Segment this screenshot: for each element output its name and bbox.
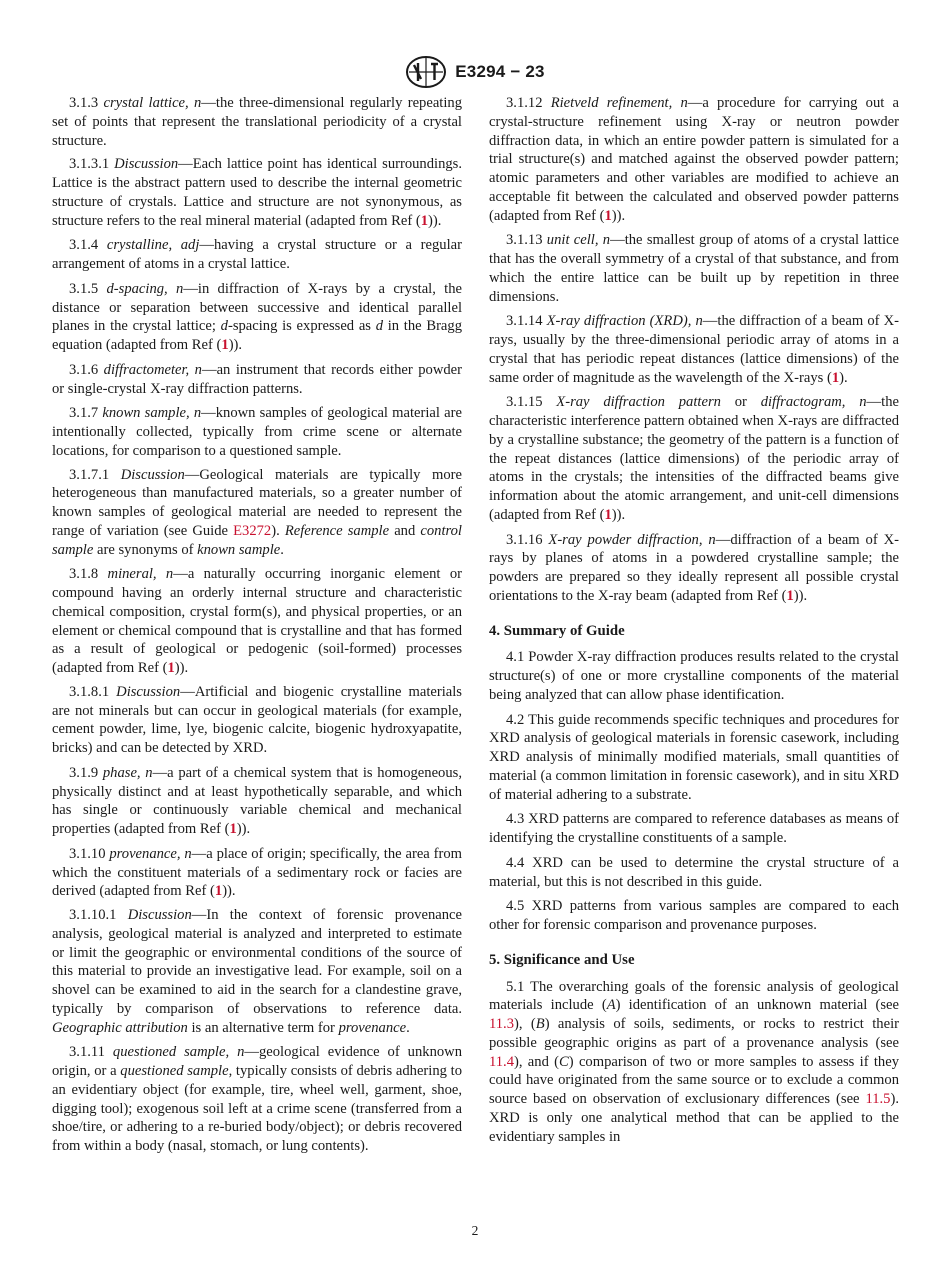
italic-term: provenance bbox=[338, 1019, 407, 1036]
text-run: —diffraction of a beam of X-rays by planes of atoms in a powdered crystalline sample; the powders are prepared so they ideally represent all possible crystal orientations to the X-ray beam (adapted from Ref ( bbox=[489, 531, 899, 604]
reference-link[interactable]: 1 bbox=[786, 587, 794, 604]
standard-designation: E3294 − 23 bbox=[455, 62, 545, 81]
cross-reference-link[interactable]: 11.4 bbox=[489, 1053, 514, 1070]
italic-term: Discussion bbox=[114, 156, 179, 173]
italic-term: crystalline, adj bbox=[106, 237, 200, 254]
text-run: ) analysis of soils, sediments, or rocks to restrict their possible geographic origins as part of a provenance analysis (see bbox=[489, 1016, 899, 1051]
text-run: —in diffraction of X-rays by a crystal, the distance or separation between successive and identical parallel planes in the crystal lattice; bbox=[52, 280, 462, 335]
text-run: or bbox=[720, 394, 761, 411]
text-run: ). bbox=[839, 369, 848, 386]
text-run: 4.1 Powder X-ray diffraction produces results related to the crystal structure(s) of one or more crystalline components of the material being analyzed that can allow phase identification. bbox=[489, 649, 899, 703]
cross-reference-link[interactable]: 11.5 bbox=[865, 1091, 891, 1107]
text-run: 3.1.12 bbox=[506, 95, 551, 111]
text-run: 3.1.16 bbox=[506, 531, 549, 548]
text-run: , typically consists of debris adhering to an evidentiary object (for example, tire, wheel well, garment, shoe, digging tool); exogenous soil left at a crime scene (transferred from a shoe/tire, or adhering to a re-buried body/object); or debris recovered from within a body (nasal, stomach, or lung contents). bbox=[52, 1063, 462, 1154]
reference-link[interactable]: 1 bbox=[167, 660, 175, 676]
paragraph bbox=[489, 711, 899, 805]
text-run: 4.4 XRD can be used to determine the crystal structure of a material, but this is not described in this guide. bbox=[489, 854, 899, 890]
text-run: —the characteristic interference pattern obtained when X-rays are diffracted by a crystalline substance; the geometry of the pattern is a function of the repeat distances (lattice dimensions) of the periodic array of atoms in the crystals; the intensities of the diffracted beams give information about the atomic arrangement, and unit-cell dimensions (adapted from Ref ( bbox=[489, 394, 899, 523]
text-run: —Geological materials are typically more heterogeneous than manufactured materials, so a greater number of known samples of geological material are needed to represent the range of variation (see Guide bbox=[52, 466, 462, 539]
text-run: —geological evidence of unknown origin, or a bbox=[52, 1044, 463, 1079]
reference-link[interactable]: 1 bbox=[221, 337, 229, 353]
paragraph bbox=[52, 236, 462, 274]
cross-reference-link[interactable]: E3272 bbox=[233, 522, 272, 539]
text-run: —the diffraction of a beam of X-rays, usually by the three-dimensional periodic array of atoms in a crystal that has periodic repeat distances (lattice dimensions) of the same order of magnitude as the wavelength of the X-rays ( bbox=[489, 313, 899, 386]
reference-link[interactable]: 1 bbox=[229, 821, 237, 837]
astm-logo-icon bbox=[405, 55, 447, 89]
cross-reference-link[interactable]: 11.3 bbox=[489, 1016, 514, 1032]
text-run: ). XRD is only one analytical method that can be applied to the evidentiary samples in bbox=[489, 1091, 899, 1145]
paragraph bbox=[489, 978, 899, 1147]
italic-term: A bbox=[606, 997, 616, 1014]
text-run: ), and ( bbox=[514, 1053, 560, 1070]
italic-term: Rietveld refinement, n bbox=[550, 95, 688, 111]
text-run: )). bbox=[611, 207, 626, 224]
italic-term: questioned sample, n bbox=[112, 1044, 245, 1061]
text-run: —Each lattice point has identical surroundings. Lattice is the abstract pattern used to describe the internal geometric structure of crystals. Lattice and structure are not synonymous, as structure refers to the real mineral material (adapted from Ref ( bbox=[52, 156, 462, 229]
page-number: 2 bbox=[471, 1223, 479, 1238]
text-run: 3.1.10 bbox=[69, 845, 110, 862]
text-run: 3.1.7.1 bbox=[69, 466, 121, 483]
text-run: 3.1.5 bbox=[69, 280, 107, 297]
italic-term: Reference sample bbox=[284, 522, 390, 539]
italic-term: B bbox=[535, 1016, 545, 1032]
text-run: —an instrument that records either powder or single-crystal X-ray diffraction patterns. bbox=[52, 361, 462, 397]
right-column bbox=[489, 94, 899, 1151]
section-heading: 4. Summary of Guide bbox=[489, 622, 625, 639]
text-run: 3.1.10.1 bbox=[69, 907, 128, 923]
paragraph bbox=[52, 683, 462, 758]
italic-term: d-spacing, n bbox=[106, 280, 184, 297]
italic-term: Discussion bbox=[127, 907, 192, 923]
paragraph bbox=[52, 565, 462, 678]
paragraph bbox=[52, 280, 462, 355]
italic-term: X-ray diffraction pattern bbox=[556, 394, 721, 411]
section-heading: 5. Significance and Use bbox=[489, 951, 635, 968]
text-run: are synonyms of bbox=[93, 541, 198, 558]
italic-term: known sample bbox=[197, 541, 281, 558]
paragraph bbox=[52, 1043, 462, 1156]
paragraph bbox=[489, 531, 899, 606]
reference-link[interactable]: 1 bbox=[420, 212, 429, 229]
italic-term: Discussion bbox=[120, 466, 185, 483]
text-run: —a part of a chemical system that is homogeneous, physically distinct and at least hypothetically separable, and which has single or continuously variable chemical and mechanical properties (adapted from Ref ( bbox=[52, 764, 462, 837]
text-run: is an alternative term for bbox=[187, 1019, 339, 1036]
text-run: )). bbox=[174, 660, 189, 676]
text-run: —known samples of geological material are intentionally collected, typically from crime scene or alternate locations, for comparison to a questioned sample. bbox=[52, 405, 462, 459]
italic-term: Discussion bbox=[116, 683, 181, 700]
paragraph bbox=[489, 810, 899, 848]
italic-term: diffractogram, n bbox=[760, 394, 867, 411]
italic-term: known sample, n bbox=[102, 405, 202, 422]
text-run: 4.2 This guide recommends specific techniques and procedures for XRD analysis of geological materials in forensic casework, including XRD analysis of minimally modified materials, small quantities of material (a common limitation in forensic casework), and in situ XRD of material adhering to a substrate. bbox=[489, 711, 899, 803]
italic-term: X-ray diffraction (XRD), n bbox=[546, 313, 703, 330]
text-run: —In the context of forensic provenance analysis, geological material is analyzed and interpreted to estimate or limit the geographic or environmental conditions of the source of this material to provide an investigative lead. For example, soil on a shovel can be examined to aid in the search for a clandestine grave, typically by comparison of observations to reference data. bbox=[52, 907, 462, 1017]
paragraph bbox=[489, 648, 899, 704]
text-run: ) comparison of two or more samples to assess if they could have originated from the same source or to exclude a common source based on observation of exclusionary differences (see bbox=[489, 1053, 899, 1107]
italic-term: phase, n bbox=[102, 764, 153, 781]
italic-term: X-ray powder diffraction, n bbox=[548, 531, 716, 548]
text-run: 3.1.11 bbox=[69, 1044, 113, 1061]
text-run: )). bbox=[611, 506, 626, 523]
text-run: ). bbox=[271, 522, 285, 539]
reference-link[interactable]: 1 bbox=[604, 207, 612, 224]
text-run: )). bbox=[428, 212, 442, 229]
reference-link[interactable]: 1 bbox=[831, 369, 840, 386]
paragraph bbox=[52, 404, 462, 460]
text-run: 3.1.3.1 bbox=[69, 156, 115, 173]
paragraph bbox=[52, 764, 462, 839]
italic-term: C bbox=[559, 1053, 569, 1070]
text-run: -spacing is expressed as bbox=[227, 318, 376, 335]
text-run: 3.1.13 bbox=[506, 232, 547, 249]
text-run: 3.1.7 bbox=[69, 405, 103, 422]
paragraph bbox=[489, 897, 899, 935]
page-header bbox=[0, 55, 950, 89]
reference-link[interactable]: 1 bbox=[604, 506, 612, 523]
paragraph bbox=[52, 845, 462, 901]
italic-term: control sample bbox=[52, 522, 462, 558]
italic-term: crystal lattice, n bbox=[103, 95, 202, 111]
italic-term: diffractometer, n bbox=[103, 361, 202, 378]
text-run: 3.1.3 bbox=[69, 95, 104, 111]
text-run: —the three-dimensional regularly repeating set of points that represent the translational periodicity of a crystal structure. bbox=[52, 95, 463, 149]
italic-term: provenance, n bbox=[109, 845, 192, 862]
italic-term: unit cell, n bbox=[546, 232, 611, 249]
text-run: 3.1.14 bbox=[506, 313, 547, 330]
text-run: 3.1.9 bbox=[69, 764, 103, 781]
text-run: —a procedure for carrying out a crystal-structure refinement using X-ray or neutron powder diffraction data, in which an entire powder pattern is simulated for a trial structure(s) and matched against the observed powder pattern; atomic parameters and other variables are modified to achieve an acceptable fit between the calculated and observed powder patterns (adapted from Ref ( bbox=[489, 95, 899, 224]
text-run: —a place of origin; specifically, the area from which the constituent materials of a sedimentary rock or facies are derived (adapted from Ref ( bbox=[52, 845, 462, 900]
text-run: ), ( bbox=[514, 1016, 536, 1032]
text-run: 3.1.15 bbox=[506, 394, 557, 411]
italic-term: Geographic attribution bbox=[52, 1019, 188, 1036]
italic-term: d bbox=[220, 318, 228, 335]
text-run: in the Bragg equation (adapted from Ref ( bbox=[52, 318, 462, 353]
text-run: . bbox=[406, 1019, 410, 1036]
left-column bbox=[52, 94, 462, 1161]
paragraph bbox=[489, 312, 899, 387]
text-run: )). bbox=[228, 337, 243, 353]
paragraph bbox=[52, 361, 462, 399]
paragraph bbox=[52, 94, 462, 150]
paragraph bbox=[52, 906, 462, 1037]
italic-term: d bbox=[375, 318, 383, 335]
text-run: and bbox=[389, 522, 421, 539]
text-run: 3.1.4 bbox=[69, 237, 107, 254]
italic-term: questioned sample bbox=[120, 1063, 229, 1079]
paragraph bbox=[489, 393, 899, 524]
text-run: —the smallest group of atoms of a crystal lattice that has the overall symmetry of a crystal of that substance, and from which the entire lattice can be built up by repetition in three dimensions. bbox=[489, 232, 900, 305]
text-run: —having a crystal structure or a regular arrangement of atoms in a crystal lattice. bbox=[52, 237, 462, 272]
text-run: 4.3 XRD patterns are compared to reference databases as means of identifying the crystalline constituents of a sample. bbox=[489, 811, 899, 846]
italic-term: mineral, n bbox=[107, 566, 174, 583]
text-run: ) identification of an unknown material (see bbox=[615, 997, 899, 1014]
text-run: 5.1 The overarching goals of the forensic analysis of geological materials include ( bbox=[489, 978, 899, 1014]
text-run: —Artificial and biogenic crystalline materials are not minerals but can occur in geological materials (for example, cement powder, lime, lye, biogenic calcite, biogenic hydroxyapatite, bricks) and can be detected by XRD. bbox=[52, 683, 462, 756]
text-run: )). bbox=[236, 821, 251, 837]
reference-link[interactable]: 1 bbox=[214, 883, 223, 900]
paragraph bbox=[489, 854, 899, 892]
paragraph bbox=[489, 231, 899, 306]
text-run: . bbox=[280, 541, 284, 558]
paragraph bbox=[489, 94, 899, 225]
text-run: )). bbox=[793, 587, 808, 604]
paragraph bbox=[52, 466, 462, 560]
text-run: 3.1.8.1 bbox=[69, 683, 117, 700]
paragraph bbox=[52, 155, 462, 230]
text-run: )). bbox=[222, 883, 236, 900]
text-run: 4.5 XRD patterns from various samples are compared to each other for forensic comparison and provenance purposes. bbox=[489, 898, 899, 933]
text-run: 3.1.8 bbox=[69, 566, 108, 583]
text-run: 3.1.6 bbox=[69, 361, 104, 378]
text-run: —a naturally occurring inorganic element or compound having an orderly internal structure and characteristic chemical composition, crystal form(s), and physical properties, or an element or chemical compound that is crystalline and that has formed as a result of geological or pedogenic (soil-formed) processes (adapted from Ref ( bbox=[52, 566, 462, 676]
